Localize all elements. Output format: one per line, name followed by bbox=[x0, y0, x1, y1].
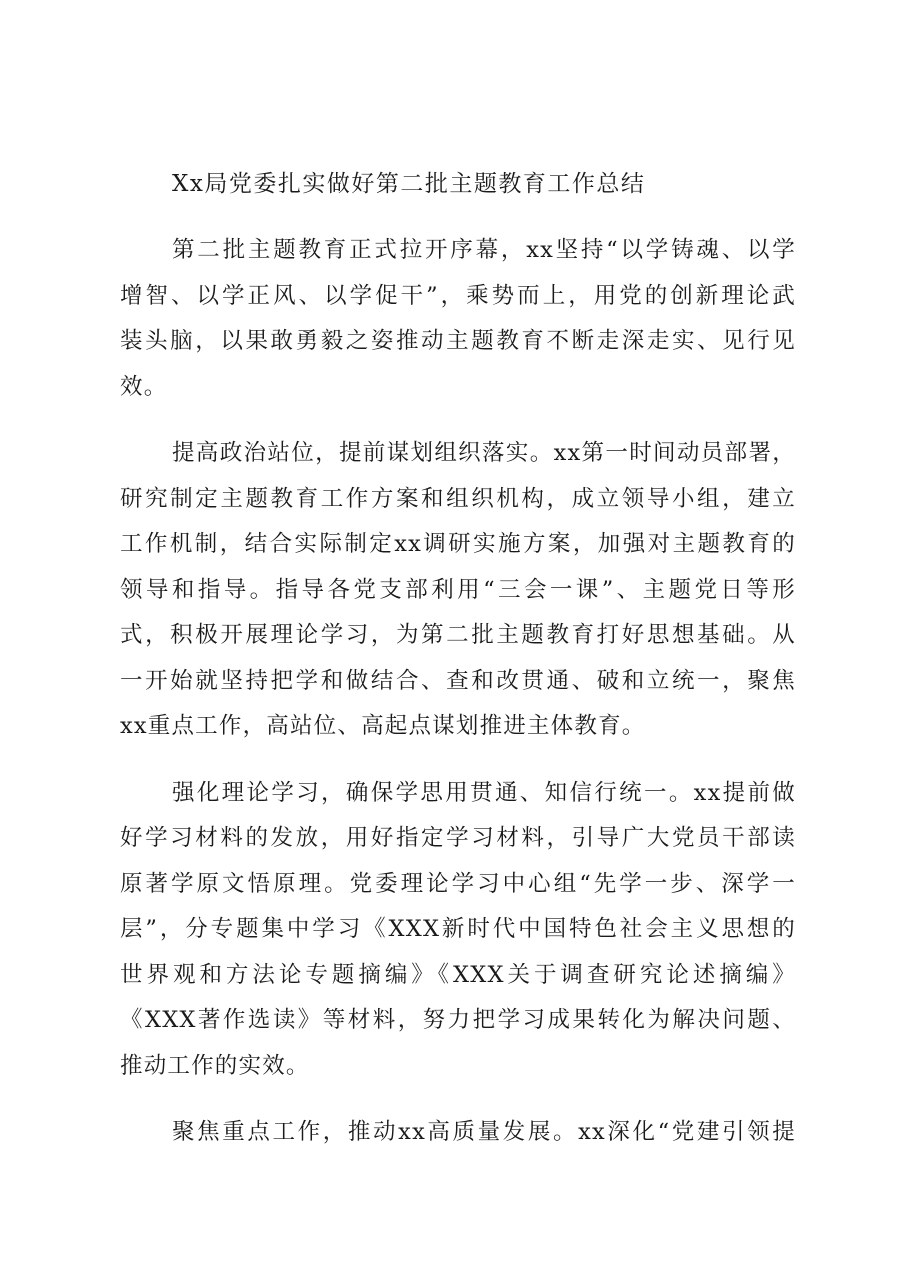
paragraph-political-standing bbox=[120, 431, 796, 750]
paragraph-theory-study bbox=[120, 771, 796, 1090]
paragraph-intro bbox=[120, 228, 796, 410]
paragraph-line: 装头脑，以果敢勇毅之姿推动主题教育不断走深走实、见行见 bbox=[120, 328, 796, 354]
document-title: Xx局党委扎实做好第二批主题教育工作总结 bbox=[172, 171, 646, 197]
paragraph-line: 推动工作的实效。 bbox=[120, 1052, 310, 1079]
paragraph-line: 效。 bbox=[120, 373, 168, 400]
paragraph-line: 《XXX著作选读》等材料，努力把学习成果转化为解决问题、 bbox=[120, 1007, 796, 1033]
paragraph-key-work bbox=[120, 1110, 796, 1156]
paragraph-line: 世界观和方法论专题摘编》《XXX关于调查研究论述摘编》 bbox=[120, 961, 796, 988]
paragraph-line: 提高政治站位，提前谋划组织落实。xx第一时间动员部署， bbox=[172, 440, 796, 466]
paragraph-line: 领导和指导。指导各党支部利用“三会一课”、主题党日等形 bbox=[120, 576, 796, 603]
paragraph-line: 一开始就坚持把学和做结合、查和改贯通、破和立统一，聚焦 bbox=[120, 667, 796, 694]
paragraph-line: xx重点工作，高站位、高起点谋划推进主体教育。 bbox=[120, 713, 646, 739]
paragraph-line: 层”，分专题集中学习《XXX新时代中国特色社会主义思想的 bbox=[120, 916, 796, 942]
paragraph-line: 第二批主题教育正式拉开序幕，xx坚持“以学铸魂、以学 bbox=[172, 237, 796, 263]
paragraph-line: 增智、以学正风、以学促干”，乘势而上，用党的创新理论武 bbox=[120, 282, 796, 309]
paragraph-line: 式，积极开展理论学习，为第二批主题教育打好思想基础。从 bbox=[120, 622, 796, 648]
paragraph-line: 研究制定主题教育工作方案和组织机构，成立领导小组，建立 bbox=[120, 485, 796, 512]
paragraph-line: 原著学原文悟原理。党委理论学习中心组“先学一步、深学一 bbox=[120, 870, 796, 897]
paragraph-line: 强化理论学习，确保学思用贯通、知信行统一。xx提前做 bbox=[172, 779, 796, 806]
document-body bbox=[120, 228, 796, 1177]
paragraph-line: 好学习材料的发放，用好指定学习材料，引导广大党员干部读 bbox=[120, 825, 796, 851]
paragraph-line: 聚焦重点工作，推动xx高质量发展。xx深化“党建引领提 bbox=[172, 1119, 796, 1145]
paragraph-line: 工作机制，结合实际制定xx调研实施方案，加强对主题教育的 bbox=[120, 531, 796, 557]
